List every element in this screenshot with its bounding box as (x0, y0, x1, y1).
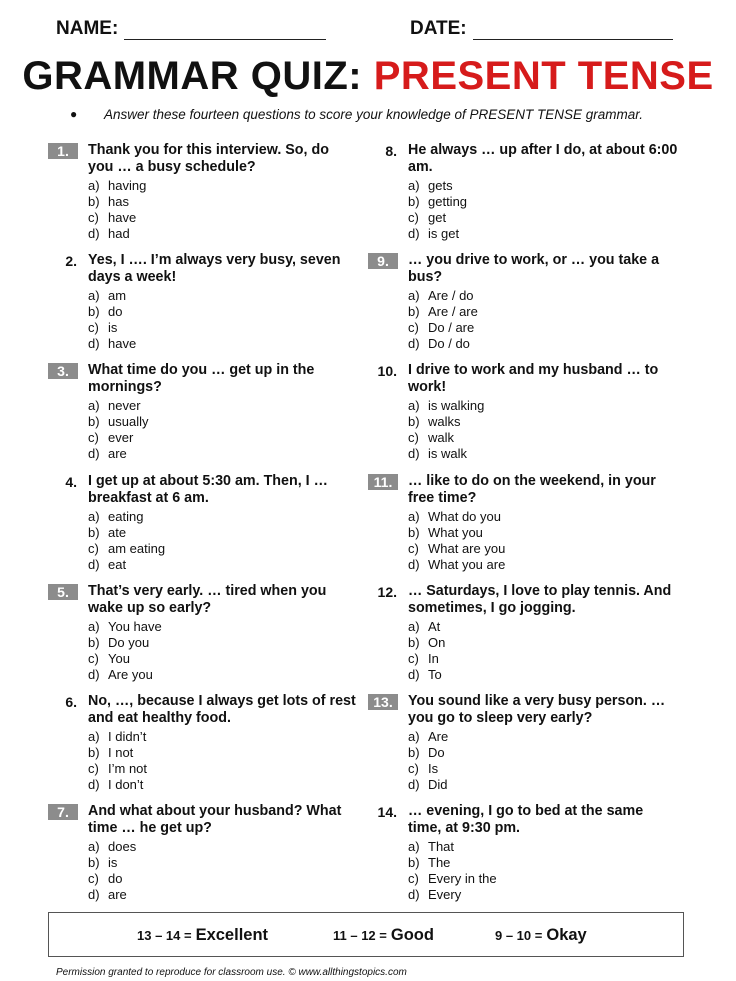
option-text: has (108, 194, 129, 209)
question-number: 6. (65, 694, 77, 710)
question-text: … Saturdays, I love to play tennis. And sometimes, I go jogging. (408, 583, 672, 616)
option-text: does (108, 839, 137, 854)
option-letter: d) (88, 226, 100, 241)
answer-option[interactable] (408, 667, 445, 683)
answer-option[interactable] (408, 541, 505, 557)
option-text: What do you (428, 509, 501, 524)
option-text: What are you (428, 541, 506, 556)
answer-option[interactable] (88, 210, 146, 226)
answer-options (408, 839, 497, 903)
option-text: The (428, 855, 451, 870)
option-letter: b) (408, 855, 420, 870)
option-letter: c) (88, 320, 99, 335)
question-text: And what about your husband? What time … he get up? (88, 803, 342, 836)
option-letter: c) (408, 541, 419, 556)
answer-option[interactable] (408, 288, 478, 304)
answer-option[interactable] (408, 509, 505, 525)
option-letter: c) (408, 761, 419, 776)
question-number: 4. (65, 474, 77, 490)
option-letter: d) (408, 777, 420, 792)
answer-option[interactable] (88, 430, 148, 446)
option-text: You (108, 651, 130, 666)
answer-options (408, 729, 448, 793)
option-text: Are / do (428, 288, 474, 303)
answer-option[interactable] (408, 871, 497, 887)
option-text: Are you (108, 667, 153, 682)
option-letter: d) (408, 557, 420, 572)
option-text: Do (428, 745, 445, 760)
answer-option[interactable] (408, 729, 448, 745)
option-letter: d) (88, 336, 100, 351)
option-text: Are / are (428, 304, 478, 319)
answer-options (88, 619, 162, 683)
answer-option[interactable] (408, 635, 445, 651)
option-letter: a) (408, 288, 420, 303)
option-text: get (428, 210, 447, 225)
answer-option[interactable] (88, 619, 162, 635)
option-text: eating (108, 509, 144, 524)
option-letter: d) (88, 667, 100, 682)
option-text: do (108, 304, 123, 319)
score-label: Okay (546, 926, 587, 944)
option-letter: a) (88, 619, 100, 634)
answer-option[interactable] (88, 414, 148, 430)
answer-option[interactable] (88, 839, 136, 855)
answer-option[interactable] (408, 619, 445, 635)
answer-option[interactable] (88, 729, 147, 745)
option-letter: a) (88, 839, 100, 854)
option-text: Is (428, 761, 439, 776)
question-text: I get up at about 5:30 am. Then, I … breakfast at 6 am. (88, 473, 328, 506)
option-letter: c) (88, 430, 99, 445)
answer-option[interactable] (408, 777, 448, 793)
answer-option[interactable] (408, 430, 484, 446)
option-text: Do / are (428, 320, 475, 335)
option-letter: b) (408, 635, 420, 650)
option-text: have (108, 336, 137, 351)
option-letter: b) (408, 194, 420, 209)
option-text: To (428, 667, 442, 682)
option-text: In (428, 651, 439, 666)
question-text: … evening, I go to bed at the same time, at 9:30 pm. (408, 803, 644, 836)
answer-option[interactable] (408, 887, 497, 903)
option-text: eat (108, 557, 127, 572)
option-letter: b) (408, 745, 420, 760)
option-letter: c) (88, 651, 99, 666)
answer-options (88, 178, 146, 242)
option-text: is (108, 320, 118, 335)
option-text: ever (108, 430, 134, 445)
answer-option[interactable] (408, 304, 478, 320)
option-letter: b) (88, 194, 100, 209)
option-letter: b) (88, 304, 100, 319)
option-letter: a) (88, 509, 100, 524)
question-text: … you drive to work, or … you take a bus? (408, 252, 660, 285)
option-letter: b) (408, 525, 420, 540)
option-text: On (428, 635, 446, 650)
option-text: I’m not (108, 761, 148, 776)
score-box (48, 912, 684, 957)
option-letter: c) (88, 210, 99, 225)
option-letter: a) (88, 288, 100, 303)
option-letter: a) (408, 178, 420, 193)
answer-options (88, 288, 136, 352)
option-letter: b) (408, 414, 420, 429)
option-letter: c) (408, 871, 419, 886)
option-text: am (108, 288, 127, 303)
answer-option[interactable] (88, 651, 162, 667)
question-text: He always … up after I do, at about 6:00 am. (408, 142, 678, 175)
question-text: Thank you for this interview. So, do you … a busy schedule? (88, 142, 329, 175)
answer-option[interactable] (88, 855, 136, 871)
answer-option[interactable] (88, 320, 136, 336)
score-okay (495, 926, 587, 945)
option-text: ate (108, 525, 127, 540)
date-line[interactable] (473, 21, 673, 40)
bullet-icon: ● (70, 107, 78, 121)
question-number: 3. (48, 363, 78, 379)
question-text: That’s very early. … tired when you wake up so early? (88, 583, 327, 616)
score-good (333, 926, 434, 945)
answer-options (88, 839, 136, 903)
answer-option[interactable] (88, 446, 148, 462)
footer-permission: Permission granted to reproduce for classroom use. © www.allthingstopics.com (56, 967, 407, 978)
answer-option[interactable] (408, 194, 467, 210)
option-text: is (108, 855, 118, 870)
date-field (410, 18, 673, 40)
answer-option[interactable] (88, 509, 165, 525)
date-label: DATE: (410, 18, 467, 39)
question-text: You sound like a very busy person. … you go to sleep very early? (408, 693, 666, 726)
option-text: Are (428, 729, 449, 744)
answer-options (408, 178, 467, 242)
answer-option[interactable] (408, 557, 505, 573)
option-letter: c) (408, 210, 419, 225)
question-number: 10. (377, 363, 397, 379)
answer-option[interactable] (408, 210, 467, 226)
answer-option[interactable] (408, 446, 484, 462)
answer-option[interactable] (408, 178, 467, 194)
option-text: gets (428, 178, 453, 193)
option-text: usually (108, 414, 149, 429)
option-text: What you are (428, 557, 506, 572)
answer-option[interactable] (88, 541, 165, 557)
name-label: NAME: (56, 18, 119, 39)
answer-option[interactable] (408, 839, 497, 855)
option-text: never (108, 398, 141, 413)
option-letter: a) (408, 509, 420, 524)
answer-option[interactable] (88, 226, 146, 242)
score-range: 11 – 12 = (333, 928, 387, 943)
answer-option[interactable] (408, 226, 467, 242)
option-text: getting (428, 194, 468, 209)
title-part2: PRESENT TENSE (373, 54, 714, 98)
title-part1: GRAMMAR QUIZ: (22, 54, 363, 98)
option-letter: b) (88, 745, 100, 760)
option-text: are (108, 887, 127, 902)
option-text: At (428, 619, 441, 634)
question-text: … like to do on the weekend, in your free time? (408, 473, 656, 506)
option-letter: d) (408, 336, 420, 351)
answer-options (88, 729, 147, 793)
option-letter: a) (88, 178, 100, 193)
answer-option[interactable] (408, 855, 497, 871)
option-letter: d) (88, 557, 100, 572)
answer-option[interactable] (88, 336, 136, 352)
option-text: having (108, 178, 147, 193)
answer-option[interactable] (88, 777, 147, 793)
option-letter: a) (88, 729, 100, 744)
option-letter: a) (88, 398, 100, 413)
question-number: 1. (48, 143, 78, 159)
question-text: I drive to work and my husband … to work! (408, 362, 659, 395)
option-text: What you (428, 525, 483, 540)
option-letter: b) (408, 304, 420, 319)
option-text: Did (428, 777, 448, 792)
score-range: 13 – 14 = (137, 928, 192, 943)
option-letter: a) (408, 729, 420, 744)
question-number: 13. (368, 694, 398, 710)
option-letter: b) (88, 855, 100, 870)
option-text: I not (108, 745, 134, 760)
option-letter: c) (408, 320, 419, 335)
option-text: walks (428, 414, 461, 429)
header (56, 18, 686, 44)
name-field (56, 18, 326, 40)
score-range: 9 – 10 = (495, 928, 543, 943)
option-text: walk (428, 430, 455, 445)
answer-options (408, 509, 505, 573)
answer-option[interactable] (88, 178, 146, 194)
option-text: had (108, 226, 130, 241)
answer-option[interactable] (88, 871, 136, 887)
answer-options (88, 398, 148, 462)
answer-option[interactable] (88, 887, 136, 903)
option-letter: d) (408, 887, 420, 902)
option-letter: b) (88, 525, 100, 540)
answer-options (408, 288, 478, 352)
name-line[interactable] (124, 21, 326, 40)
answer-option[interactable] (88, 667, 162, 683)
option-letter: c) (408, 430, 419, 445)
answer-option[interactable] (408, 336, 478, 352)
option-letter: d) (408, 446, 420, 461)
question-number: 12. (377, 584, 397, 600)
score-label: Excellent (195, 926, 269, 944)
option-letter: a) (408, 619, 420, 634)
option-text: have (108, 210, 137, 225)
answer-option[interactable] (408, 745, 448, 761)
option-letter: b) (88, 414, 100, 429)
answer-option[interactable] (408, 414, 484, 430)
question-number: 7. (48, 804, 78, 820)
score-label: Good (390, 926, 434, 944)
option-letter: d) (88, 887, 100, 902)
option-letter: d) (88, 777, 100, 792)
option-letter: a) (408, 839, 420, 854)
option-text: That (428, 839, 455, 854)
option-letter: c) (88, 541, 99, 556)
option-text: do (108, 871, 123, 886)
answer-option[interactable] (88, 525, 165, 541)
option-text: am eating (108, 541, 166, 556)
answer-option[interactable] (88, 288, 136, 304)
option-letter: a) (408, 398, 420, 413)
answer-option[interactable] (88, 557, 165, 573)
option-text: are (108, 446, 127, 461)
question-text: Yes, I …. I’m always very busy, seven days a week! (88, 252, 341, 285)
question-number: 2. (65, 253, 77, 269)
answer-option[interactable] (88, 194, 146, 210)
question-number: 11. (368, 474, 398, 490)
answer-options (408, 398, 484, 462)
option-letter: b) (88, 635, 100, 650)
option-letter: c) (408, 651, 419, 666)
question-number: 5. (48, 584, 78, 600)
option-letter: c) (88, 871, 99, 886)
question-number: 9. (368, 253, 398, 269)
answer-option[interactable] (408, 651, 445, 667)
answer-option[interactable] (408, 761, 448, 777)
option-text: Do you (108, 635, 150, 650)
option-letter: c) (88, 761, 99, 776)
instruction-text: Answer these fourteen questions to score your knowledge of PRESENT TENSE grammar. (104, 107, 643, 122)
option-text: is walk (428, 446, 468, 461)
answer-option[interactable] (88, 398, 148, 414)
answer-option[interactable] (88, 761, 147, 777)
answer-option[interactable] (408, 398, 484, 414)
answer-options (88, 509, 165, 573)
option-text: Every in the (428, 871, 497, 886)
option-text: Every (428, 887, 462, 902)
option-text: I don’t (108, 777, 144, 792)
score-excellent (137, 926, 268, 945)
question-text: What time do you … get up in the mornings? (88, 362, 315, 395)
question-number: 14. (377, 804, 397, 820)
option-text: Do / do (428, 336, 470, 351)
question-text: No, …, because I always get lots of rest and eat healthy food. (88, 693, 356, 726)
page-title (0, 54, 736, 99)
answer-option[interactable] (408, 320, 478, 336)
option-letter: d) (88, 446, 100, 461)
question-number: 8. (385, 143, 397, 159)
answer-option[interactable] (88, 304, 136, 320)
answer-option[interactable] (88, 745, 147, 761)
option-text: is get (428, 226, 460, 241)
option-text: You have (108, 619, 162, 634)
option-letter: d) (408, 226, 420, 241)
option-text: I didn’t (108, 729, 147, 744)
answer-option[interactable] (88, 635, 162, 651)
answer-options (408, 619, 445, 683)
option-text: is walking (428, 398, 485, 413)
answer-option[interactable] (408, 525, 505, 541)
option-letter: d) (408, 667, 420, 682)
